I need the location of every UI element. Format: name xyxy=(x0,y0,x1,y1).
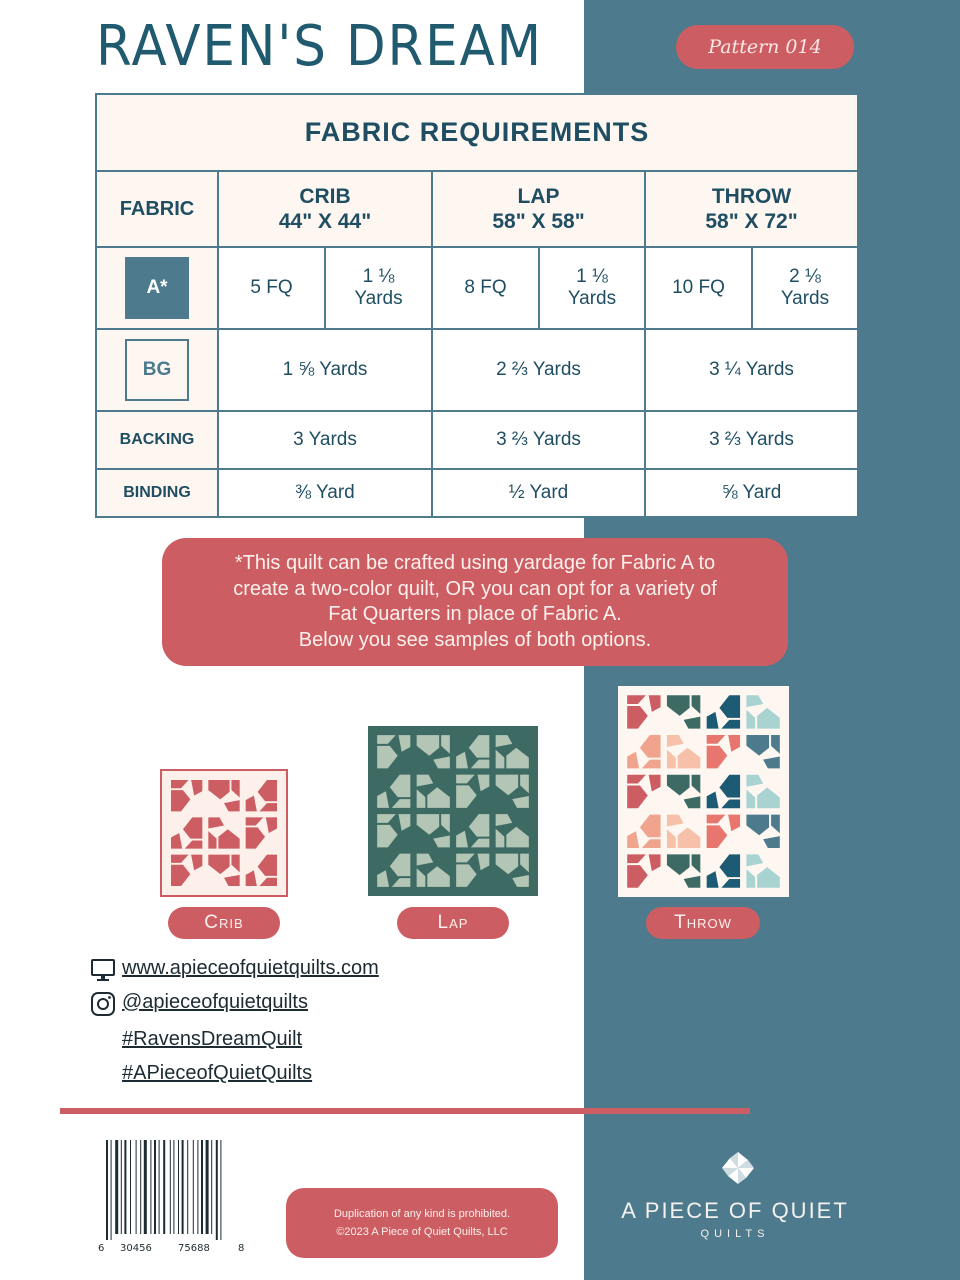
throw-background: 3 ¼ Yards xyxy=(645,329,858,411)
background-label-cell xyxy=(96,329,218,411)
fabric-column-header: FABRIC xyxy=(96,171,218,247)
brand-subtitle: QUILTS xyxy=(700,1228,770,1240)
barcode-bar xyxy=(159,1140,160,1234)
barcode-bar xyxy=(136,1140,137,1234)
binding-label: BINDING xyxy=(96,469,218,517)
barcode-bar xyxy=(201,1140,203,1234)
lap-binding: ½ Yard xyxy=(432,469,645,517)
hashtag-a-piece-of-quiet[interactable]: #APieceofQuietQuilts xyxy=(122,1062,313,1084)
backing-label: BACKING xyxy=(96,411,218,469)
barcode-bar xyxy=(115,1140,118,1234)
size-header-crib: CRIB 44" X 44" xyxy=(218,171,432,247)
barcode-group-1: 30456 xyxy=(120,1243,152,1254)
barcode-bar xyxy=(150,1140,151,1234)
throw-label-pill: Throw xyxy=(646,907,760,939)
crib-backing: 3 Yards xyxy=(218,411,432,469)
note-line: *This quilt can be crafted using yardage for Fabric A to xyxy=(234,552,716,574)
lap-label-pill: Lap xyxy=(397,907,509,939)
throw-quilt-image xyxy=(618,686,789,897)
instagram-icon xyxy=(90,991,116,1017)
crib-fabric-a-yards: 1 ⅛ Yards xyxy=(325,247,432,329)
website-link[interactable]: www.apieceofquietquilts.com xyxy=(122,957,379,979)
note-line: Below you see samples of both options. xyxy=(298,628,652,651)
barcode-bar xyxy=(178,1140,179,1234)
barcode-bar xyxy=(140,1140,141,1234)
barcode-lead-digit: 6 xyxy=(98,1243,105,1254)
instagram-handle-link[interactable]: @apieceofquietquilts xyxy=(122,991,308,1013)
fabric-a-swatch: A* xyxy=(125,257,189,319)
lap-fabric-a-fq: 8 FQ xyxy=(432,247,539,329)
barcode-bar xyxy=(111,1140,112,1240)
table-heading: FABRIC REQUIREMENTS xyxy=(96,94,858,171)
throw-fabric-a-yards: 2 ⅛ Yards xyxy=(752,247,858,329)
barcode-check-digit: 8 xyxy=(238,1243,245,1254)
size-header-throw: THROW 58" X 72" xyxy=(645,171,858,247)
lap-quilt-image xyxy=(368,726,538,896)
fabric-a-label-cell xyxy=(96,247,218,329)
brand-name: A PIECE OF QUIET xyxy=(621,1198,849,1223)
barcode-bar xyxy=(121,1140,122,1234)
crib-binding: ⅜ Yard xyxy=(218,469,432,517)
throw-backing: 3 ⅔ Yards xyxy=(645,411,858,469)
barcode-bar xyxy=(193,1140,194,1234)
note-line: Fat Quarters in place of Fabric A. xyxy=(328,603,622,625)
duplication-notice: Duplication of any kind is prohibited. xyxy=(333,1208,511,1220)
barcode-bar xyxy=(197,1140,198,1234)
pattern-number-badge: Pattern 014 xyxy=(676,25,854,69)
pinwheel-logo-icon xyxy=(718,1148,758,1188)
crib-quilt-image xyxy=(160,769,288,897)
crib-fabric-a-fq: 5 FQ xyxy=(218,247,325,329)
note-line: create a two-color quilt, OR you can opt for a variety of xyxy=(233,577,717,600)
barcode-bar xyxy=(211,1140,212,1234)
divider-rule xyxy=(60,1108,750,1114)
size-header-lap: LAP 58" X 58" xyxy=(432,171,645,247)
fabric-note-box xyxy=(162,538,788,666)
background-swatch: BG xyxy=(125,339,189,401)
barcode-bar xyxy=(130,1140,131,1234)
lap-fabric-a-yards: 1 ⅛ Yards xyxy=(539,247,645,329)
upc-barcode xyxy=(98,1138,248,1256)
copyright-notice: ©2023 A Piece of Quiet Quilts, LLC xyxy=(336,1226,508,1238)
barcode-bar xyxy=(220,1140,221,1240)
barcode-bar xyxy=(163,1140,165,1234)
barcode-bar xyxy=(182,1140,184,1234)
barcode-bar xyxy=(173,1140,174,1234)
crib-background: 1 ⅝ Yards xyxy=(218,329,432,411)
barcode-bar xyxy=(106,1140,108,1240)
barcode-bar xyxy=(187,1140,188,1234)
barcode-bar xyxy=(144,1140,147,1234)
barcode-bar xyxy=(124,1140,126,1234)
lap-background: 2 ⅔ Yards xyxy=(432,329,645,411)
pattern-title: RAVEN'S DREAM xyxy=(96,14,543,79)
fabric-requirements-table xyxy=(95,93,859,518)
hashtag-ravens-dream[interactable]: #RavensDreamQuilt xyxy=(122,1028,303,1050)
throw-binding: ⅝ Yard xyxy=(645,469,858,517)
barcode-bar xyxy=(216,1140,218,1240)
crib-label-pill: Crib xyxy=(168,907,280,939)
copyright-box xyxy=(286,1188,558,1258)
barcode-group-2: 75688 xyxy=(178,1243,210,1254)
lap-backing: 3 ⅔ Yards xyxy=(432,411,645,469)
barcode-bar xyxy=(206,1140,209,1234)
barcode-bar xyxy=(170,1140,171,1234)
monitor-icon xyxy=(90,957,116,983)
barcode-bar xyxy=(154,1140,156,1234)
throw-fabric-a-fq: 10 FQ xyxy=(645,247,752,329)
